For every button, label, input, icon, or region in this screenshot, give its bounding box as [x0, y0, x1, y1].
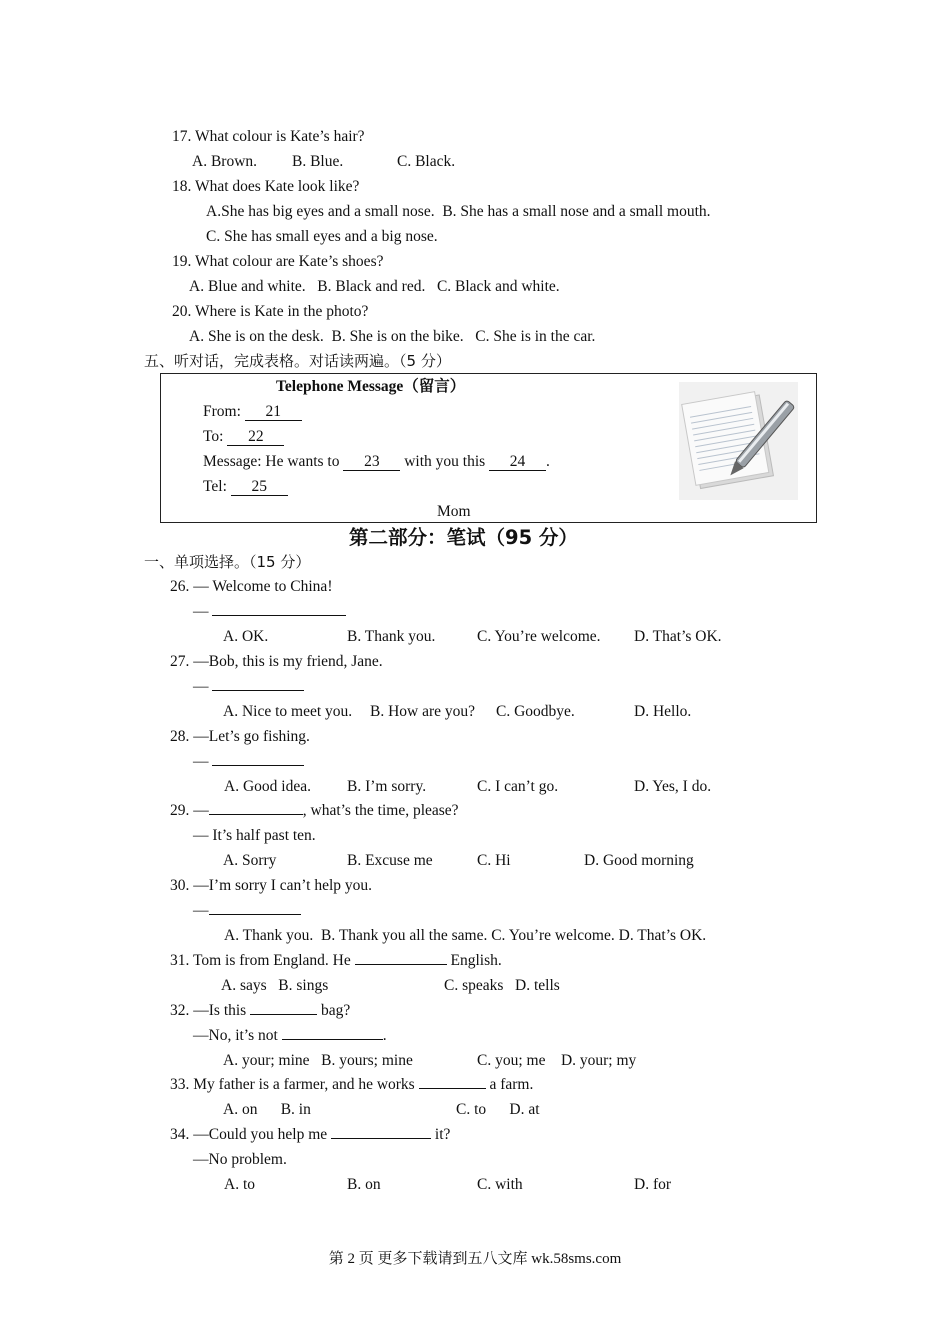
q32-reply-pre: —No, it’s not [193, 1027, 278, 1044]
q34-blank[interactable] [331, 1138, 431, 1139]
part2-title: 第二部分：笔试（95 分） [349, 526, 578, 549]
q30-stem: 30. —I’m sorry I can’t help you. [170, 877, 373, 894]
message-mid: with you this [404, 453, 486, 470]
q28-blank[interactable] [212, 765, 304, 766]
q34-option-c: C. with [477, 1176, 523, 1193]
blank-22[interactable]: 22 [227, 428, 284, 446]
q17-option-a: A. Brown. [192, 153, 258, 170]
q31-stem [170, 951, 502, 971]
q18-option-c: C. She has small eyes and a big nose. [206, 228, 438, 245]
q26-stem: 26. — Welcome to China! [170, 578, 333, 595]
q29-reply: — It’s half past ten. [193, 827, 316, 844]
q34-stem-post: it? [434, 1126, 451, 1143]
to-row [203, 427, 284, 447]
q33-blank[interactable] [419, 1088, 486, 1089]
q29-option-a: A. Sorry [223, 852, 277, 869]
q31-blank[interactable] [355, 964, 447, 965]
q20-options: A. She is on the desk. B. She is on the bike. C. She is in the car. [189, 328, 596, 345]
q17-stem: 17. What colour is Kate’s hair? [172, 128, 365, 145]
q28-option-b: B. I’m sorry. [347, 778, 427, 795]
notepad-pen-icon [679, 382, 798, 500]
q30-reply [193, 901, 301, 921]
message-label: Message: He wants to [203, 453, 340, 470]
q29-stem-pre: 29. — [170, 802, 209, 819]
q26-option-d: D. That’s OK. [634, 628, 722, 645]
q18-stem: 18. What does Kate look like? [172, 178, 360, 195]
message-row [203, 452, 550, 472]
q33-options-ab: A. on B. in [223, 1101, 311, 1118]
q29-option-c: C. Hi [477, 852, 511, 869]
q29-stem-post: , what’s the time, please? [302, 802, 459, 819]
q18-options-ab: A.She has big eyes and a small nose. B. She has a small nose and a small mouth. [206, 203, 711, 220]
q19-options: A. Blue and white. B. Black and red. C. Black and white. [189, 278, 560, 295]
q26-reply [193, 602, 346, 622]
q30-dash: — [193, 902, 209, 919]
q32-options-cd: C. you; me D. your; my [477, 1052, 637, 1069]
q33-stem-post: a farm. [489, 1076, 534, 1093]
telephone-message-title: Telephone Message（留言） [276, 378, 466, 395]
q28-option-d: D. Yes, I do. [634, 778, 712, 795]
q27-reply [193, 677, 304, 697]
q32-stem [170, 1001, 350, 1021]
q27-stem: 27. —Bob, this is my friend, Jane. [170, 653, 383, 670]
to-label: To: [203, 428, 224, 445]
page-footer: 第 2 页 更多下载请到五八文库 wk.58sms.com [328, 1251, 622, 1267]
q32-stem-post: bag? [320, 1002, 351, 1019]
q27-dash: — [193, 678, 209, 695]
from-row [203, 402, 302, 422]
q34-option-d: D. for [634, 1176, 672, 1193]
q28-stem: 28. —Let’s go fishing. [170, 728, 310, 745]
blank-24[interactable]: 24 [489, 453, 546, 471]
q26-option-b: B. Thank you. [347, 628, 436, 645]
q31-stem-pre: 31. Tom is from England. He [170, 952, 351, 969]
q26-dash: — [193, 603, 209, 620]
q27-option-b: B. How are you? [370, 703, 476, 720]
q28-option-c: C. I can’t go. [477, 778, 559, 795]
q26-option-a: A. OK. [223, 628, 269, 645]
blank-23[interactable]: 23 [343, 453, 400, 471]
q20-stem: 20. Where is Kate in the photo? [172, 303, 369, 320]
q34-option-b: B. on [347, 1176, 381, 1193]
q26-blank[interactable] [212, 615, 346, 616]
q29-option-b: B. Excuse me [347, 852, 433, 869]
section5-heading: 五、听对话，完成表格。对话读两遍。（5 分） [144, 352, 451, 370]
q31-stem-post: English. [450, 952, 502, 969]
q27-option-c: C. Goodbye. [496, 703, 575, 720]
q26-option-c: C. You’re welcome. [477, 628, 601, 645]
q30-options: A. Thank you. B. Thank you all the same. C. You’re welcome. D. That’s OK. [224, 927, 707, 944]
q29-option-d: D. Good morning [584, 852, 694, 869]
q28-option-a: A. Good idea. [224, 778, 311, 795]
q34-option-a: A. to [224, 1176, 255, 1193]
tel-label: Tel: [203, 478, 227, 495]
q32-stem-pre: 32. —Is this [170, 1002, 247, 1019]
q27-option-d: D. Hello. [634, 703, 692, 720]
blank-25[interactable]: 25 [231, 478, 288, 496]
q33-stem-pre: 33. My father is a farmer, and he works [170, 1076, 415, 1093]
q32-blank-2[interactable] [282, 1039, 383, 1040]
message-end: . [546, 453, 550, 470]
section1-heading: 一、单项选择。（15 分） [144, 553, 311, 571]
q32-options-ab: A. your; mine B. yours; mine [223, 1052, 413, 1069]
from-label: From: [203, 403, 241, 420]
q17-option-c: C. Black. [397, 153, 456, 170]
q29-stem [170, 801, 459, 821]
q31-options-cd: C. speaks D. tells [444, 977, 560, 994]
blank-21[interactable]: 21 [245, 403, 302, 421]
q32-reply-post: . [382, 1027, 387, 1044]
q33-options-cd: C. to D. at [456, 1101, 540, 1118]
signature: Mom [437, 503, 471, 520]
q29-blank[interactable] [209, 814, 303, 815]
q32-reply [193, 1026, 387, 1046]
q34-stem [170, 1125, 450, 1145]
q28-reply [193, 752, 304, 772]
q31-options-ab: A. says B. sings [221, 977, 329, 994]
q34-reply: —No problem. [193, 1151, 287, 1168]
q27-option-a: A. Nice to meet you. [223, 703, 353, 720]
q30-blank[interactable] [209, 914, 301, 915]
tel-row [203, 477, 288, 497]
q19-stem: 19. What colour are Kate’s shoes? [172, 253, 384, 270]
q32-blank-1[interactable] [250, 1014, 317, 1015]
q28-dash: — [193, 753, 209, 770]
q17-option-b: B. Blue. [292, 153, 344, 170]
q27-blank[interactable] [212, 690, 304, 691]
q34-stem-pre: 34. —Could you help me [170, 1126, 328, 1143]
q33-stem [170, 1075, 533, 1095]
